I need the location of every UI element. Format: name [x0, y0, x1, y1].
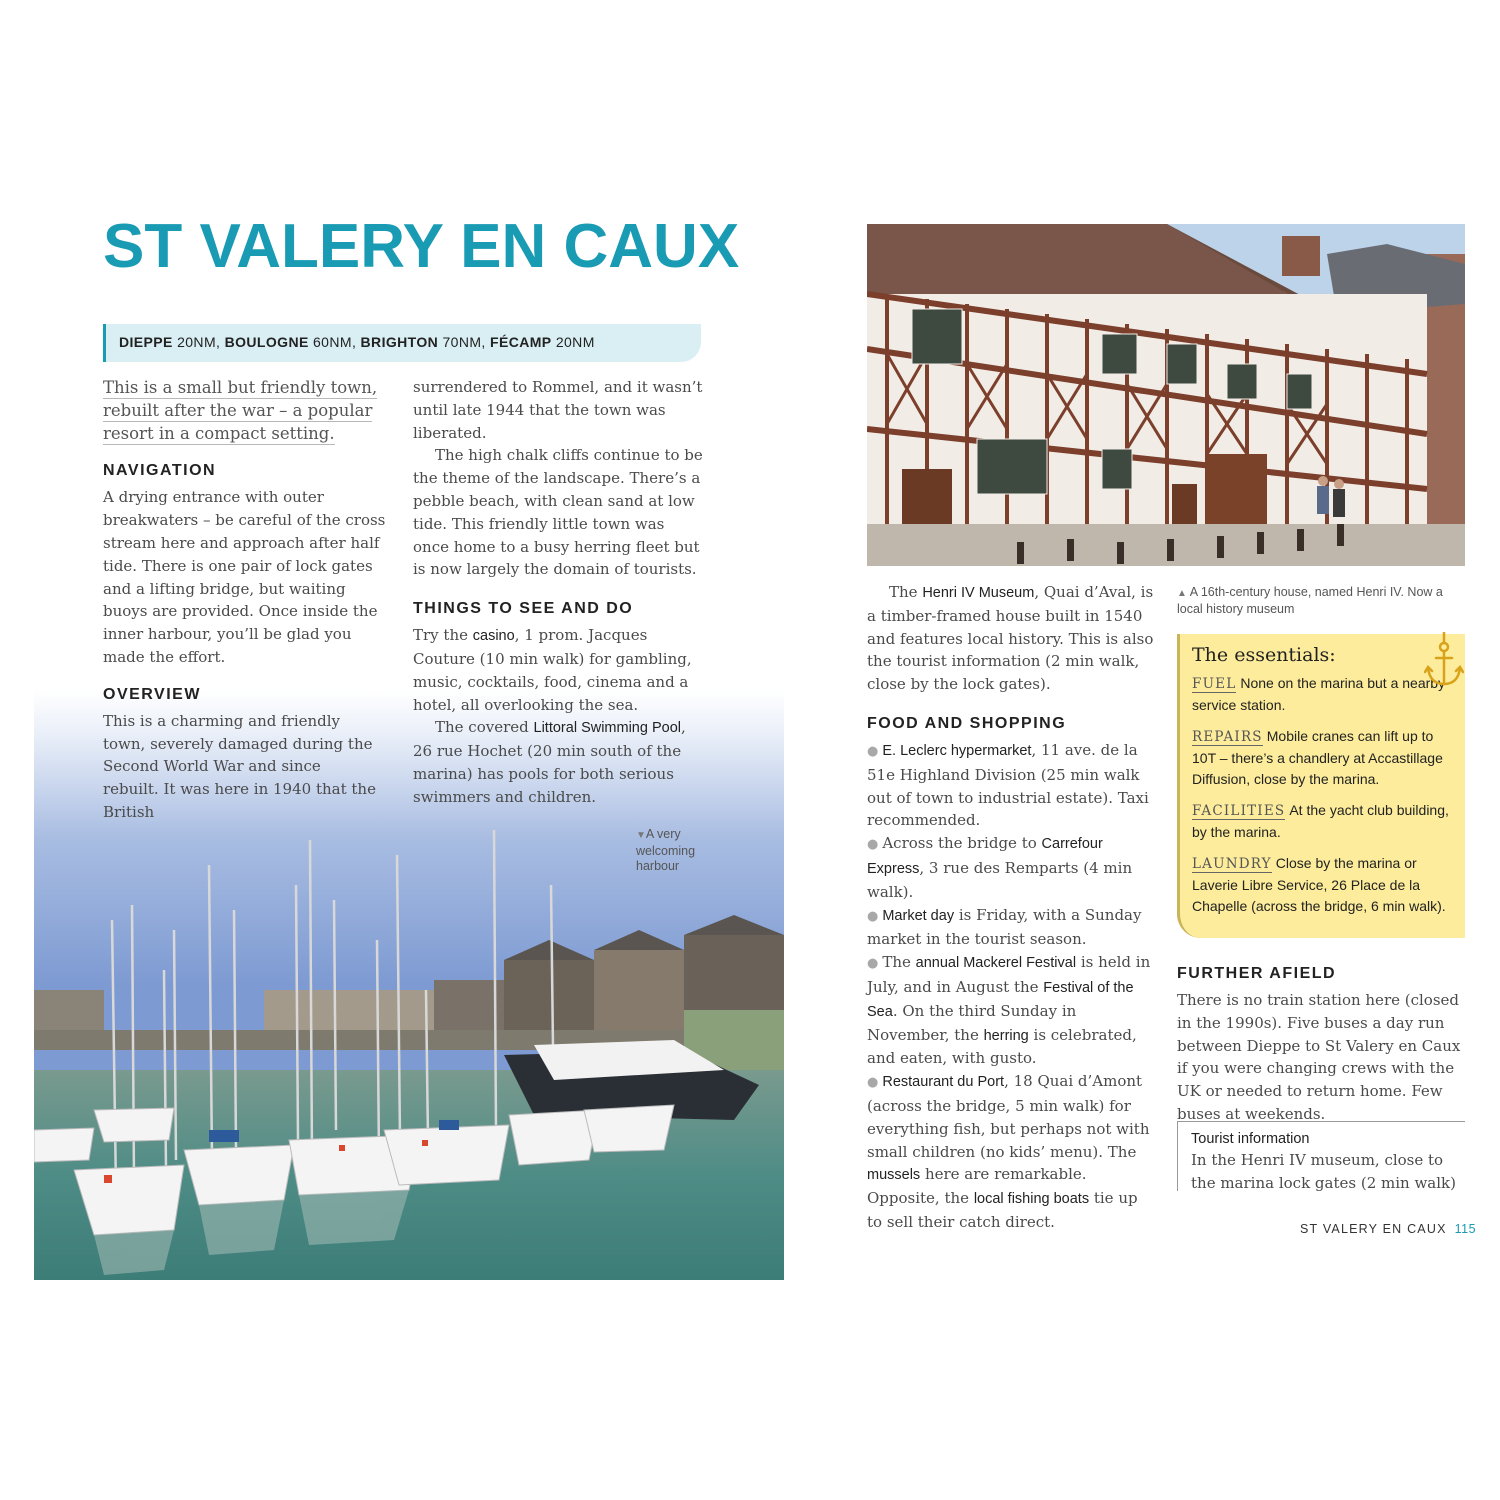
casino-text: Try the casino, 1 prom. Jacques Couture (10 min walk) for gambling, music, cocktails, food, cinema and a hotel, all overlooking the sea. [413, 626, 692, 714]
food-item: ● Across the bridge to Carrefour Express, 3 rue des Remparts (4 min walk). [867, 834, 1133, 901]
essentials-item-fuel: FUEL None on the marina but a nearby service station. [1192, 675, 1446, 713]
intro-text [103, 377, 393, 445]
overview-heading: OVERVIEW [103, 685, 201, 703]
food-item: ● The annual Mackerel Festival is held in July, and in August the Festival of the Sea. On the third Sunday in November, the herring is celebrated, and eaten, with gusto. [867, 953, 1151, 1068]
page-footer [1300, 1222, 1476, 1236]
page-number: 115 [1454, 1222, 1477, 1236]
essentials-item-repairs: REPAIRS Mobile cranes can lift up to 10T – there’s a chandlery at Accastillage Diffusion, close by the marina. [1192, 728, 1443, 787]
distance-value: 20NM [177, 334, 217, 350]
henri-iv-house-photo [867, 224, 1465, 566]
tourist-info-text: In the Henri IV museum, close to the marina lock gates (2 min walk) [1191, 1151, 1456, 1192]
further-text: There is no train station here (closed in the 1990s). Five buses a day run between Dieppe to St Valery en Caux if you were changing crews with the UK or needed to return home. Few buses at weekends. [1177, 991, 1461, 1123]
house-caption: ▲ A 16th-century house, named Henri IV. Now a local history museum [1177, 585, 1443, 616]
casino-name: casino [472, 628, 515, 645]
history-text: surrendered to Rommel, and it wasn’t until late 1944 that the town was liberated. [413, 378, 703, 442]
bullet-icon: ● [867, 743, 879, 759]
things-heading: THINGS TO SEE AND DO [413, 600, 634, 618]
further-heading: FURTHER AFIELD [1177, 965, 1337, 982]
bullet-icon: ● [867, 956, 879, 972]
house-illustration [867, 224, 1465, 566]
anchor-icon [1424, 632, 1464, 688]
essentials-item-facilities: FACILITIES At the yacht club building, by the marina. [1192, 802, 1449, 840]
distance-place: BOULOGNE [224, 334, 309, 350]
food-item: ● Restaurant du Port, 18 Quai d’Amont (across the bridge, 5 min walk) for everything fish, but perhaps not with small children (no kids’ menu). The mussels here are remarkable. Opposite, the local fishing boats tie up to sell their catch direct. [867, 1072, 1150, 1231]
triangle-up-icon: ▲ [1177, 588, 1187, 599]
navigation-heading: NAVIGATION [103, 462, 217, 480]
bullet-icon: ● [867, 837, 879, 853]
museum-text: The Henri IV Museum, Quai d’Aval, is a timber-framed house built in 1540 and features local history. This is also the tourist information (2 min walk, close by the lock gates). [867, 583, 1154, 694]
intro-line: resort in a compact setting. [103, 423, 335, 443]
navigation-text: A drying entrance with outer breakwaters – be careful of the cross stream here and approach after half tide. There is one pair of lock gates and a lifting bridge, but waiting buoys are provided. Once inside the inner harbour, you’ll be glad you made the effort. [103, 488, 386, 666]
footer-section: ST VALERY EN CAUX [1300, 1222, 1447, 1236]
bullet-icon: ● [867, 908, 879, 924]
food-heading: FOOD AND SHOPPING [867, 714, 1067, 732]
distance-banner: DIEPPE 20NM, BOULOGNE 60NM, BRIGHTON 70NM, FÉCAMP 20NM [103, 324, 701, 362]
distance-place: FÉCAMP [490, 334, 552, 350]
page-title: ST VALERY EN CAUX [103, 212, 740, 281]
overview-text: This is a charming and friendly town, severely damaged during the Second World War and since rebuilt. It was here in 1940 that the British [103, 711, 376, 821]
cliffs-text: The high chalk cliffs continue to be the theme of the landscape. There’s a pebble beach, with clean sand at low tide. This friendly little town was once home to a busy herring fleet but is now largely the domain of tourists. [413, 446, 703, 579]
essentials-title: The essentials: [1192, 644, 1336, 666]
intro-line: rebuilt after the war – a popular [103, 400, 373, 420]
essentials-box [1177, 634, 1465, 938]
food-item: ● E. Leclerc hypermarket, 11 ave. de la 51e Highland Division (25 min walk out of town to industrial estate). Taxi recommended. [867, 740, 1149, 830]
food-item: ● Market day is Friday, with a Sunday market in the tourist season. [867, 905, 1142, 949]
pool-name: Littoral Swimming Pool [533, 720, 681, 737]
distance-value: 70NM [442, 334, 482, 350]
intro-line: This is a small but friendly town, [103, 378, 378, 397]
distance-place: DIEPPE [119, 334, 173, 350]
distance-place: BRIGHTON [360, 334, 439, 350]
distance-value: 60NM [313, 334, 352, 350]
pool-text: The covered Littoral Swimming Pool, 26 rue Hochet (20 min south of the marina) has pools for both serious swimmers and children. [413, 718, 686, 806]
distance-value: 20NM [555, 334, 595, 350]
museum-name: Henri IV Museum [922, 585, 1035, 601]
triangle-down-icon: ▼ [636, 830, 646, 841]
harbour-caption: ▼A very welcoming harbour [636, 827, 696, 873]
bullet-icon: ● [867, 1075, 879, 1091]
tourist-info-label: Tourist information [1191, 1131, 1310, 1147]
tourist-info-box [1177, 1121, 1465, 1191]
essentials-item-laundry: LAUNDRY Close by the marina or Laverie Libre Service, 26 Place de la Chapelle (across the bridge, 6 min walk). [1192, 855, 1446, 914]
